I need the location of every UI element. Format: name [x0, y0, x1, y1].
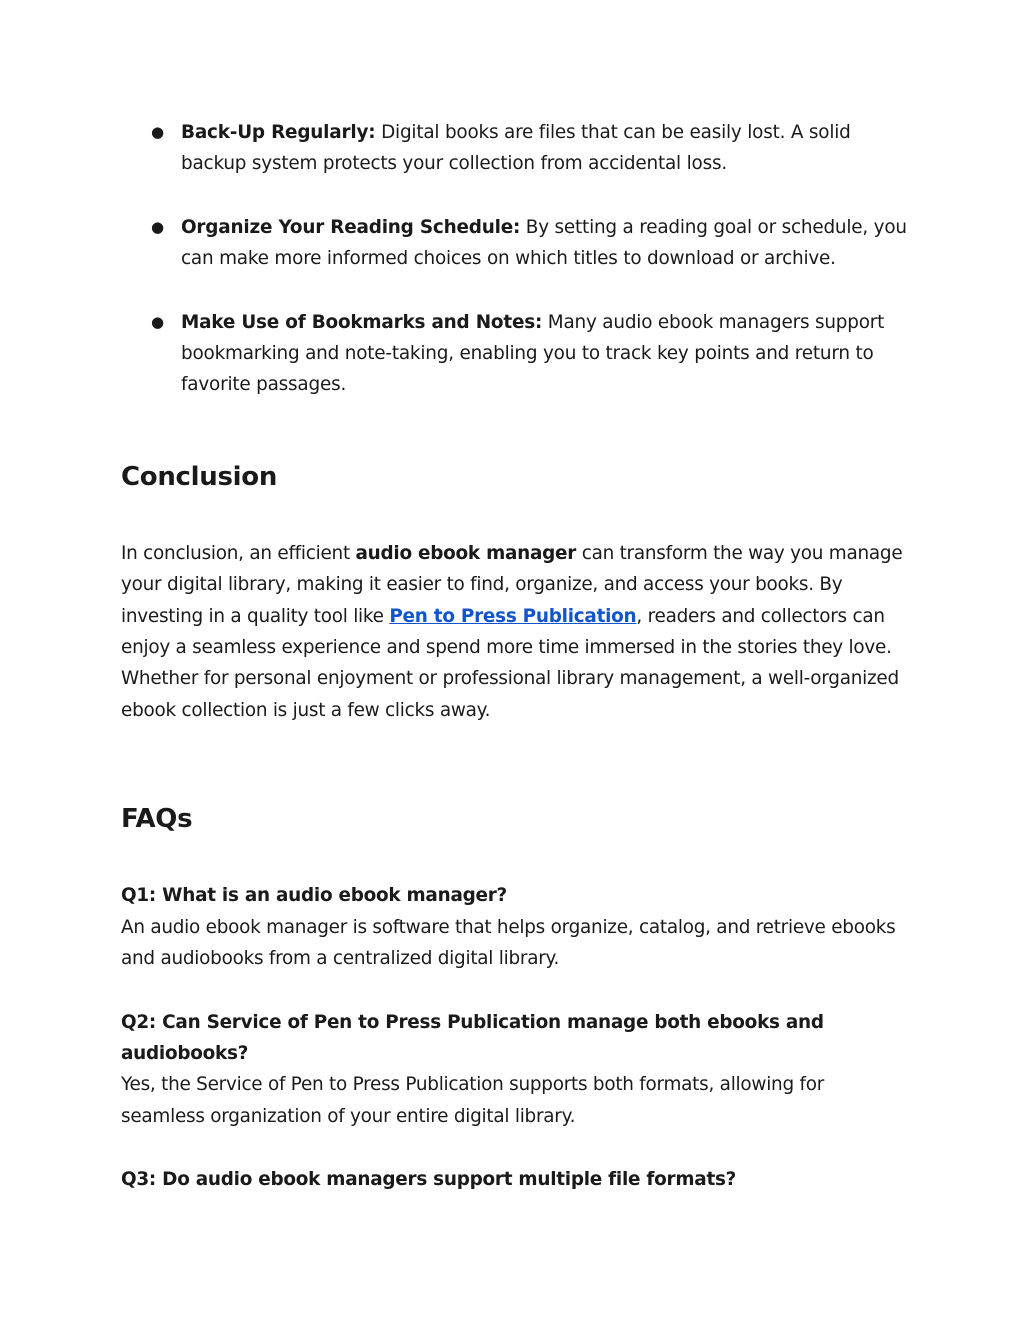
bullet-text: By setting a reading goal or schedule, you can make more informed choices on which titles to download or archive.: [181, 216, 907, 270]
bullet-marker: ●: [151, 312, 164, 331]
faq-question: Q3: Do audio ebook managers support multiple file formats?: [121, 1169, 737, 1191]
faq-item: [121, 1007, 911, 1133]
conclusion-text-middle: can transform the way you manage your digital library, making it easier to find, organize, and access your books. By investing in a quality tool like: [121, 542, 903, 627]
bullet-title: Organize Your Reading Schedule:: [181, 216, 521, 238]
bullet-text: Digital books are files that can be easily lost. A solid backup system protects your collection from accidental loss.: [181, 122, 851, 175]
bullet-marker: ●: [151, 217, 164, 236]
bullet-title: Back-Up Regularly:: [181, 122, 376, 143]
conclusion-bold-term: audio ebook manager: [355, 542, 577, 564]
list-item: [121, 117, 911, 180]
conclusion-paragraph: [121, 538, 911, 726]
faq-item: [121, 1164, 911, 1195]
bullet-text: Many audio ebook managers support bookmarking and note-taking, enabling you to track key points and return to favorite passages.: [181, 311, 885, 396]
conclusion-heading: Conclusion: [121, 461, 278, 492]
bullet-marker: ●: [151, 123, 164, 141]
conclusion-text-after: , readers and collectors can enjoy a seamless experience and spend more time immersed in the stories they love. Whether for personal enjoyment or professional library management, a well-organized ebook collection is just a few clicks away.: [121, 605, 899, 721]
faq-list: [121, 880, 911, 1195]
faq-answer: Yes, the Service of Pen to Press Publication supports both formats, allowing for seamless organization of your entire digital library.: [121, 1074, 825, 1127]
bullet-title: Make Use of Bookmarks and Notes:: [181, 311, 543, 333]
document-page: [121, 117, 911, 1228]
list-item: [121, 212, 911, 275]
faqs-heading: FAQs: [121, 804, 193, 835]
faq-item: [121, 880, 911, 974]
conclusion-text-before: In conclusion, an efficient: [121, 542, 356, 564]
faq-question: Q2: Can Service of Pen to Press Publication manage both ebooks and audiobooks?: [121, 1011, 824, 1064]
faq-question: Q1: What is an audio ebook manager?: [121, 885, 507, 907]
list-item: [121, 307, 911, 401]
tips-list: [121, 117, 911, 401]
faq-answer: An audio ebook manager is software that helps organize, catalog, and retrieve ebooks and audiobooks from a centralized digital library.: [121, 916, 896, 970]
pen-to-press-link[interactable]: Pen to Press Publication: [389, 605, 637, 627]
